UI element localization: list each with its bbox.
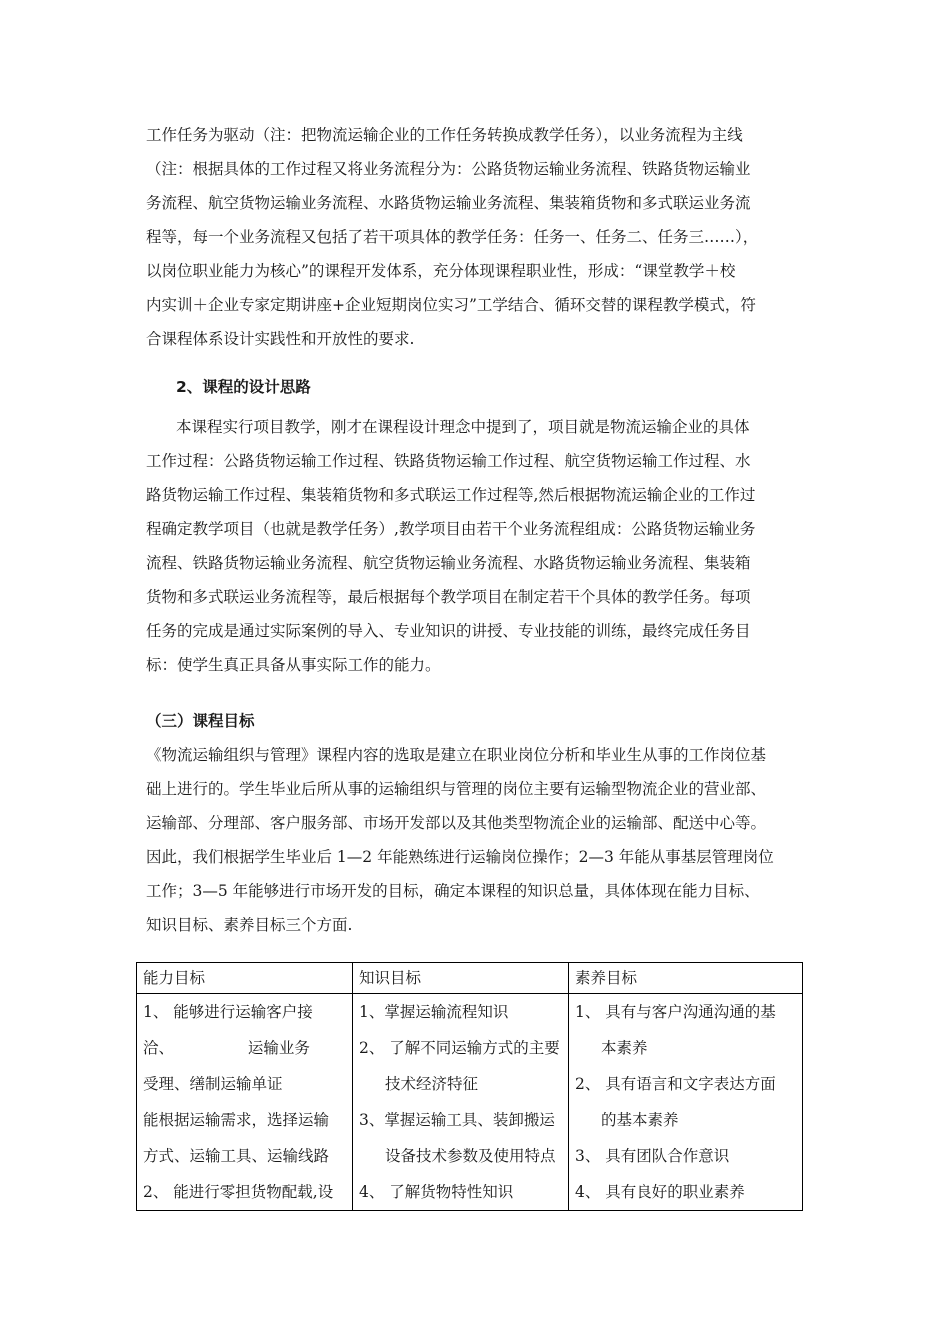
cell-ability-goals xyxy=(137,994,353,1211)
text-line: 程确定教学项目（也就是教学任务）,教学项目由若干个业务流程组成：公路货物运输业务 xyxy=(146,520,756,538)
section-heading-design-approach: 2、课程的设计思路 xyxy=(176,378,311,396)
cell-line: 方式、运输工具、运输线路 xyxy=(143,1147,330,1165)
cell-line: 4、 了解货物特性知识 xyxy=(359,1183,514,1201)
cell-line: 4、 具有良好的职业素养 xyxy=(575,1183,745,1201)
cell-line: 受理、缮制运输单证 xyxy=(143,1075,283,1093)
paragraph-design-approach xyxy=(146,410,810,682)
header-knowledge-goals: 知识目标 xyxy=(353,963,569,994)
text-line: 因此，我们根据学生毕业后 1—2 年能熟练进行运输岗位操作；2—3 年能从事基层管理岗位 xyxy=(146,848,774,866)
cell-line: 3、 具有团队合作意识 xyxy=(575,1147,730,1165)
text-line: 运输部、分理部、客户服务部、市场开发部以及其他类型物流企业的运输部、配送中心等。 xyxy=(146,814,767,832)
goals-table xyxy=(136,962,803,1211)
text-line: 工作任务为驱动（注：把物流运输企业的工作任务转换成教学任务），以业务流程为主线 xyxy=(146,126,743,144)
text-line: 任务的完成是通过实际案例的导入、专业知识的讲授、专业技能的训练，最终完成任务目 xyxy=(146,622,751,640)
paragraph-course-goals xyxy=(146,738,810,942)
cell-line: 设备技术参数及使用特点 xyxy=(385,1147,556,1165)
text-line: 内实训＋企业专家定期讲座+企业短期岗位实习”工学结合、循环交替的课程教学模式，符 xyxy=(146,296,756,314)
text-line: 路货物运输工作过程、集装箱货物和多式联运工作过程等,然后根据物流运输企业的工作过 xyxy=(146,486,756,504)
text-line: 知识目标、素养目标三个方面. xyxy=(146,916,353,934)
cell-line: 1、掌握运输流程知识 xyxy=(359,1003,509,1021)
section-heading-course-goals: （三）课程目标 xyxy=(146,712,255,730)
cell-knowledge-goals xyxy=(353,994,569,1211)
text-line: 标：使学生真正具备从事实际工作的能力。 xyxy=(146,656,441,674)
text-line: 础上进行的。学生毕业后所从事的运输组织与管理的岗位主要有运输型物流企业的营业部、 xyxy=(146,780,767,798)
cell-line: 2、 具有语言和文字表达方面 xyxy=(575,1075,776,1093)
cell-line: 本素养 xyxy=(601,1039,648,1057)
header-quality-goals: 素养目标 xyxy=(569,963,803,994)
text-line: 货物和多式联运业务流程等，最后根据每个教学项目在制定若干个具体的教学任务。每项 xyxy=(146,588,751,606)
cell-line: 的基本素养 xyxy=(601,1111,679,1129)
cell-line: 技术经济特征 xyxy=(385,1075,479,1093)
table-row xyxy=(137,994,803,1211)
text-line: 合课程体系设计实践性和开放性的要求. xyxy=(146,330,415,348)
header-ability-goals: 能力目标 xyxy=(137,963,353,994)
paragraph-course-design-concept xyxy=(146,118,810,356)
cell-line: 2、 能进行零担货物配载,设 xyxy=(143,1183,334,1201)
text-line: 程等，每一个业务流程又包括了若干项具体的教学任务：任务一、任务二、任务三……）， xyxy=(146,228,759,246)
text-line: 工作过程：公路货物运输工作过程、铁路货物运输工作过程、航空货物运输工作过程、水 xyxy=(146,452,751,470)
cell-line: 2、 了解不同运输方式的主要 xyxy=(359,1039,560,1057)
cell-line: 1、 具有与客户沟通沟通的基 xyxy=(575,1003,776,1021)
table-header-row xyxy=(137,963,803,994)
text-line: 工作；3—5 年能够进行市场开发的目标，确定本课程的知识总量，具体体现在能力目标、 xyxy=(146,882,760,900)
text-line: （注：根据具体的工作过程又将业务流程分为：公路货物运输业务流程、铁路货物运输业 xyxy=(146,160,751,178)
cell-line: 洽、 运输业务 xyxy=(143,1039,310,1057)
cell-line: 3、掌握运输工具、装卸搬运 xyxy=(359,1111,555,1129)
text-line: 以岗位职业能力为核心”的课程开发体系，充分体现课程职业性，形成：“课堂教学＋校 xyxy=(146,262,736,280)
text-line: 《物流运输组织与管理》课程内容的选取是建立在职业岗位分析和毕业生从事的工作岗位基 xyxy=(146,746,767,764)
text-line: 流程、铁路货物运输业务流程、航空货物运输业务流程、水路货物运输业务流程、集装箱 xyxy=(146,554,751,572)
cell-quality-goals xyxy=(569,994,803,1211)
cell-line: 能根据运输需求，选择运输 xyxy=(143,1111,330,1129)
cell-line: 1、 能够进行运输客户接 xyxy=(143,1003,313,1021)
text-line: 务流程、航空货物运输业务流程、水路货物运输业务流程、集装箱货物和多式联运业务流 xyxy=(146,194,751,212)
text-line: 本课程实行项目教学，刚才在课程设计理念中提到了，项目就是物流运输企业的具体 xyxy=(176,418,750,436)
